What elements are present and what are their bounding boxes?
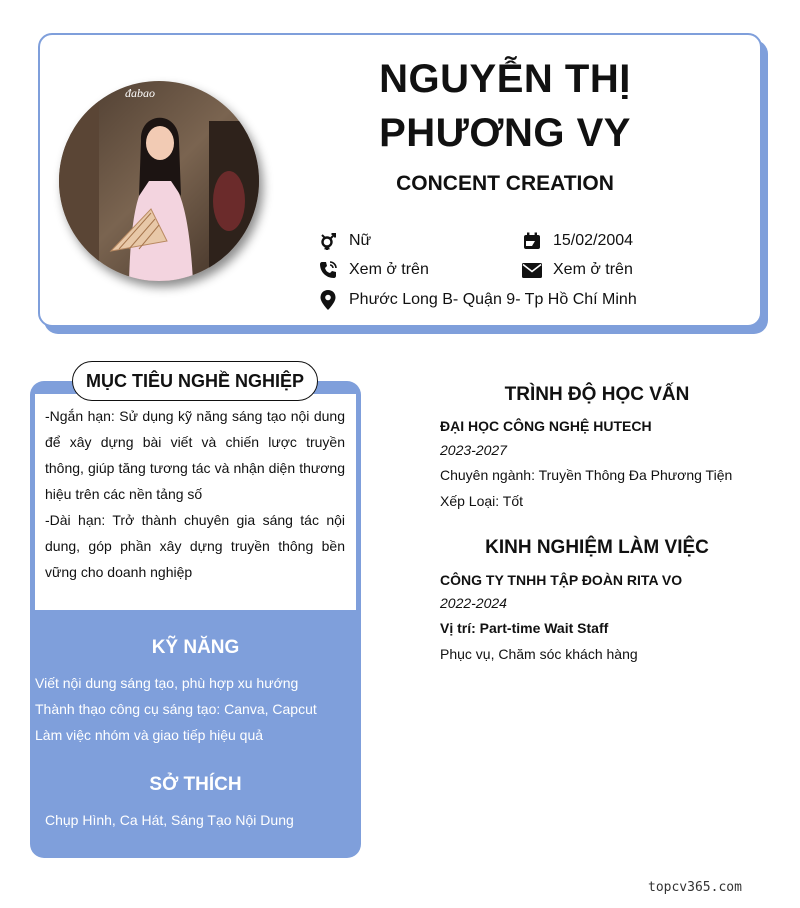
skill-item: Viết nội dung sáng tạo, phù hợp xu hướng <box>35 675 299 691</box>
skill-item: Thành thạo công cụ sáng tạo: Canva, Capcut <box>35 701 317 717</box>
location-pin-icon <box>318 290 338 310</box>
name-line-1: NGUYỄN THỊ <box>379 57 631 101</box>
education-title: TRÌNH ĐỘ HỌC VẤN <box>504 384 690 405</box>
photo-watermark: đabao <box>125 86 155 100</box>
email-row <box>522 259 633 281</box>
mail-icon <box>522 260 542 280</box>
gender-icon <box>318 231 338 251</box>
objective-title: MỤC TIÊU NGHỀ NGHIỆP <box>72 361 318 401</box>
skill-item: Làm việc nhóm và giao tiếp hiệu quả <box>35 727 264 743</box>
experience-title: KINH NGHIỆM LÀM VIỆC <box>485 537 709 558</box>
name-line-2: PHƯƠNG VY <box>379 111 631 155</box>
dob-text: 15/02/2004 <box>553 232 634 249</box>
profile-photo <box>59 81 259 281</box>
phone-text[interactable]: Xem ở trên <box>349 261 429 278</box>
job-title: CONCENT CREATION <box>396 172 614 195</box>
hobbies-text: Chụp Hình, Ca Hát, Sáng Tạo Nội Dung <box>45 812 294 828</box>
experience-position: Vị trí: Part-time Wait Staff <box>440 620 609 636</box>
skills-title: KỸ NĂNG <box>151 637 240 658</box>
education-major: Chuyên ngành: Truyền Thông Đa Phương Tiện <box>440 467 733 483</box>
full-name <box>330 52 680 160</box>
objective-long-term: -Dài hạn: Trở thành chuyên gia sáng tác nội dung, góp phần xây dựng truyền thông bền vững cho doanh nghiệp <box>45 512 345 580</box>
site-watermark: topcv365.com <box>648 880 742 895</box>
experience-duties: Phục vụ, Chăm sóc khách hàng <box>440 646 638 662</box>
education-school: ĐẠI HỌC CÔNG NGHỆ HUTECH <box>440 418 652 434</box>
address-text: Phước Long B- Quận 9- Tp Hồ Chí Minh <box>349 291 637 308</box>
objective-content <box>45 403 345 585</box>
education-period: 2023-2027 <box>440 442 507 458</box>
phone-icon <box>318 260 338 280</box>
phone-row <box>318 259 429 281</box>
gender-row <box>318 230 371 252</box>
objective-short-term: -Ngắn hạn: Sử dụng kỹ năng sáng tạo nội dung để xây dựng bài viết và chiến lược truyền thông, giúp tăng tương tác và nhận diện thương hiệu trên các nền tảng số <box>45 408 345 502</box>
hobbies-title: SỞ THÍCH <box>149 774 242 795</box>
experience-company: CÔNG TY TNHH TẬP ĐOÀN RITA VO <box>440 572 683 588</box>
email-text[interactable]: Xem ở trên <box>553 261 633 278</box>
experience-period: 2022-2024 <box>440 595 507 611</box>
gender-text: Nữ <box>349 232 372 249</box>
calendar-icon <box>522 231 542 251</box>
education-rank: Xếp Loại: Tốt <box>440 493 524 509</box>
dob-row <box>522 230 633 252</box>
address-row <box>318 289 637 311</box>
